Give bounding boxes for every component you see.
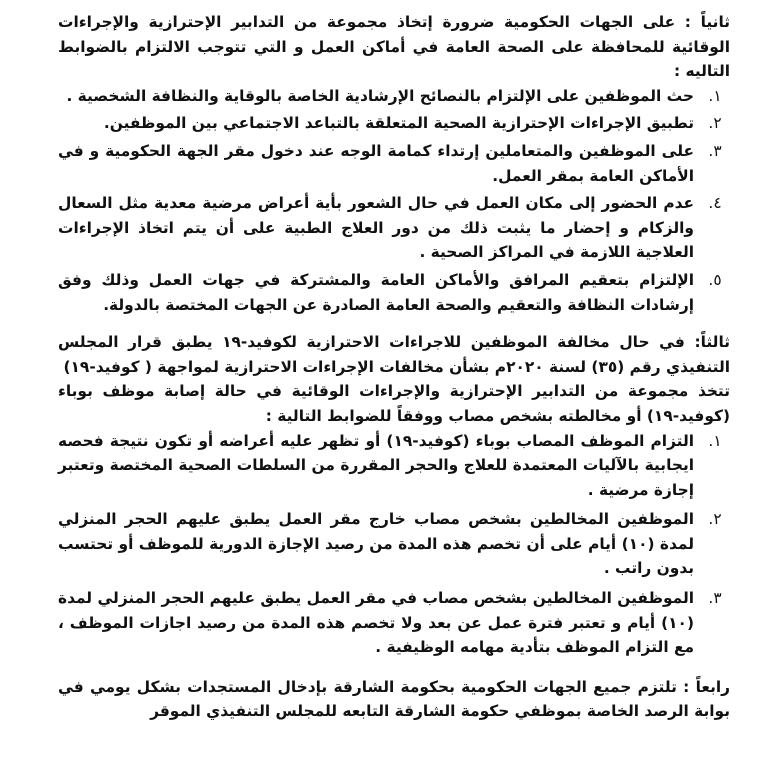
list-item	[58, 268, 730, 317]
list-item-text: عدم الحضور إلى مكان العمل في حال الشعور بأية أعراض مرضية معدية مثل السعال والزكام و إحضار ما يثبت ذلك من دور العلاج الطبية على أن يتم اتخاذ الإجراءات العلاجية اللازمة في المراكز الصحية .	[58, 194, 694, 262]
list-item-text: الإلتزام بتعقيم المرافق والأماكن العامة والمشتركة في جهات العمل وذلك وفق إرشادات النظافة والتعقيم والصحة العامة الصادرة عن الجهات المختصة بالدولة.	[58, 270, 694, 314]
section-4-intro: رابعاً : تلتزم جميع الجهات الحكومية بحكومة الشارقة بإدخال المستجدات بشكل يومي في بوابة الرصد الخاصة بموظفي حكومة الشارقة التابعه للمجلس التنفيذي الموقر	[58, 677, 730, 721]
list-item-text: التزام الموظف المصاب بوباء (كوفيد-١٩) أو تظهر عليه أعراضه أو تكون نتيجة فحصه ايجابية بالآليات المعتمدة للعلاج والحجر المقررة من السلطات الصحية المختصة وتعتبر إجازة مرضية .	[58, 431, 694, 499]
list-item-text: تطبيق الإجراءات الإحترازية الصحية المتعلقة بالتباعد الاجتماعي بين الموظفين.	[103, 114, 694, 133]
list-item	[58, 84, 730, 109]
section-2-intro: ثانياً : على الجهات الحكومية ضرورة إتخاذ مجموعة من التدابير الإحترازية والإجراءات الوقائية للمحافظة على الصحة العامة في أماكن العمل و التي تتوجب الالتزام بالضوابط التاليه :	[58, 13, 730, 81]
list-item-number: ١.	[708, 431, 722, 450]
section-3-intro-line-2: تتخذ مجموعة من التدابير الإحترازية والإجراءات الوقائية في حالة إصابة موظف بوباء (كوفيد-١٩) أو مخالطته بشخص مصاب ووفقاً للضوابط التالية :	[58, 382, 730, 425]
list-item	[58, 586, 730, 660]
list-item-number: ٤.	[708, 194, 722, 213]
list-item	[58, 429, 730, 503]
list-item	[58, 111, 730, 136]
document-page	[58, 10, 730, 724]
list-item-text: الموظفين المخالطين بشخص مصاب خارج مقر العمل يطبق عليهم الحجر المنزلي لمدة (١٠) أيام على أن تخصم هذه المدة من رصيد الإجازة الدورية للموظف أو تحتسب بدون راتب .	[58, 510, 694, 578]
list-item	[58, 191, 730, 265]
list-item-text: على الموظفين والمتعاملين إرتداء كمامة الوجه عند دخول مقر الجهة الحكومية و في الأماكن العامة بمقر العمل.	[58, 141, 694, 185]
list-item	[58, 139, 730, 188]
section-3-list	[58, 429, 730, 660]
list-item-number: ٥.	[708, 270, 722, 289]
list-item-number: ١.	[708, 86, 722, 105]
section-2-list	[58, 84, 730, 317]
list-item-text: حث الموظفين على الإلتزام بالنصائح الإرشادية الخاصة بالوقاية والنظافة الشخصية .	[66, 86, 694, 105]
list-item	[58, 507, 730, 581]
section-spacer	[58, 665, 730, 675]
section-spacer	[58, 320, 730, 330]
section-3-intro-line-1: ثالثاً: في حال مخالفة الموظفين للاجراءات الاحترازية لكوفيد-١٩ يطبق قرار المجلس التنفيذي رقم (٣٥) لسنة ٢٠٢٠م بشأن مخالفات الإجراءات الاحترازية لمواجهة ( كوفيد-١٩)	[58, 333, 731, 376]
list-item-number: ٢.	[708, 510, 722, 529]
list-item-text: الموظفين المخالطين بشخص مصاب في مقر العمل يطبق عليهم الحجر المنزلي لمدة (١٠) أيام و تعتبر فترة عمل عن بعد ولا تخصم هذه المدة من رصيد اجازات الموظف ، مع التزام الموظف بتأدية مهامه الوظيفية .	[58, 589, 694, 657]
list-item-number: ٣.	[708, 589, 722, 608]
list-item-number: ٣.	[708, 141, 722, 160]
list-item-number: ٢.	[708, 114, 722, 133]
